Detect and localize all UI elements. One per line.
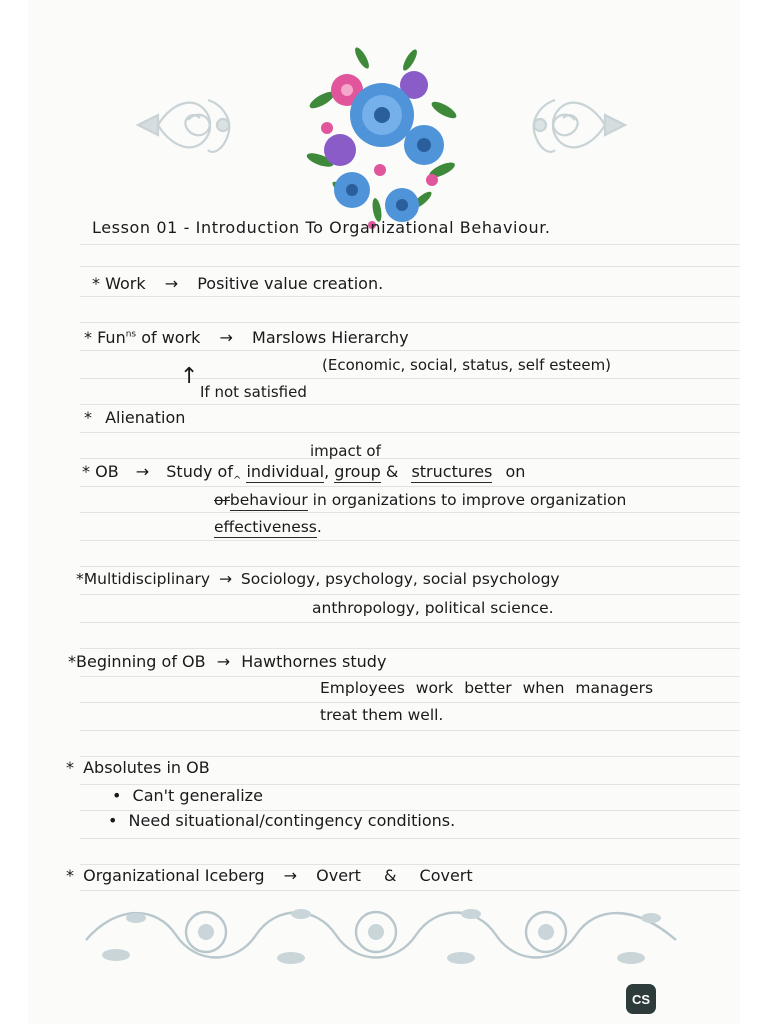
- star-bullet: *: [84, 408, 92, 427]
- star-bullet: *: [84, 328, 92, 347]
- ob-struck: or: [214, 491, 230, 509]
- note-alienation: [84, 408, 185, 427]
- term-iceberg: Organizational Iceberg: [83, 866, 265, 885]
- multidisciplinary-line-2: anthropology, political science.: [312, 599, 554, 617]
- bullet-dot: •: [108, 811, 118, 830]
- multidisciplinary-line-1: Sociology, psychology, social psychology: [240, 570, 560, 588]
- term-work: Work: [105, 274, 146, 293]
- camscanner-logo: [626, 984, 656, 1014]
- note-absolutes: [66, 758, 210, 777]
- ob-behaviour: behaviour: [229, 491, 308, 509]
- star-bullet: *: [76, 570, 84, 588]
- beginning-line-2: Employees work better when managers: [320, 679, 654, 697]
- ob-effectiveness: effectiveness: [214, 518, 317, 536]
- ob-study-of: Study of: [166, 462, 233, 481]
- star-bullet: *: [66, 758, 74, 777]
- header-ornament-left: [128, 80, 248, 170]
- ob-insertion: impact of: [310, 442, 381, 460]
- functions-detail: (Economic, social, status, self esteem): [322, 356, 612, 374]
- star-bullet: *: [66, 866, 74, 885]
- term-ob: OB: [95, 462, 119, 481]
- absolutes-bullet-1: [112, 786, 263, 805]
- absolutes-bullet-2: [108, 811, 455, 830]
- ob-and: &: [385, 462, 399, 481]
- arrow-icon: →: [216, 652, 231, 671]
- logo-text: CS: [631, 991, 651, 1007]
- insert-caret: ^: [232, 475, 242, 486]
- absolutes-item-1: Can't generalize: [132, 786, 263, 805]
- definition-iceberg: Overt & Covert: [316, 866, 473, 885]
- note-iceberg: [66, 866, 473, 885]
- arrow-icon: →: [164, 274, 179, 293]
- arrow-icon: →: [135, 462, 150, 481]
- ob-structures: structures: [411, 462, 493, 481]
- up-arrow-icon: ↑: [180, 364, 199, 389]
- star-bullet: *: [82, 462, 90, 481]
- definition-functions: Marslows Hierarchy: [252, 328, 409, 347]
- arrow-icon: →: [218, 570, 232, 588]
- ob-on: on: [505, 462, 526, 481]
- flower-bouquet-icon: [302, 40, 462, 230]
- header-ornament-right: [500, 80, 635, 170]
- beginning-line-3: treat them well.: [320, 706, 444, 724]
- ob-individual: individual: [246, 462, 325, 481]
- beginning-line-1: Hawthornes study: [241, 652, 387, 671]
- term-absolutes: Absolutes in OB: [83, 758, 210, 777]
- term-functions-sup: ns: [125, 329, 137, 340]
- arrow-icon: →: [283, 866, 298, 885]
- term-functions-rest: of work: [136, 328, 201, 347]
- term-alienation: Alienation: [105, 408, 186, 427]
- page-title: Lesson 01 - Introduction To Organizational Behaviour.: [92, 218, 551, 237]
- ob-line-2: [214, 491, 626, 509]
- definition-work: Positive value creation.: [197, 274, 384, 293]
- star-bullet: *: [92, 274, 100, 293]
- star-bullet: *: [68, 652, 76, 671]
- functions-annotation: If not satisfied: [200, 383, 307, 401]
- ob-line-2-rest: in organizations to improve organization: [312, 491, 627, 509]
- note-beginning: [68, 652, 386, 671]
- bullet-dot: •: [112, 786, 122, 805]
- absolutes-item-2: Need situational/contingency conditions.: [128, 811, 456, 830]
- note-multidisciplinary: [76, 570, 560, 588]
- ob-period: .: [316, 518, 322, 536]
- arrow-icon: →: [219, 328, 233, 347]
- ob-line-3: [214, 518, 322, 536]
- ob-group: group: [334, 462, 381, 481]
- term-multidisciplinary: Multidisciplinary: [83, 570, 211, 588]
- term-functions: Fun: [97, 328, 126, 347]
- ob-comma: ,: [324, 462, 330, 481]
- footer-floral-border: [76, 900, 696, 974]
- note-work: [92, 274, 383, 293]
- term-beginning: Beginning of OB: [76, 652, 206, 671]
- note-ob: [82, 462, 525, 486]
- note-functions: [84, 328, 409, 347]
